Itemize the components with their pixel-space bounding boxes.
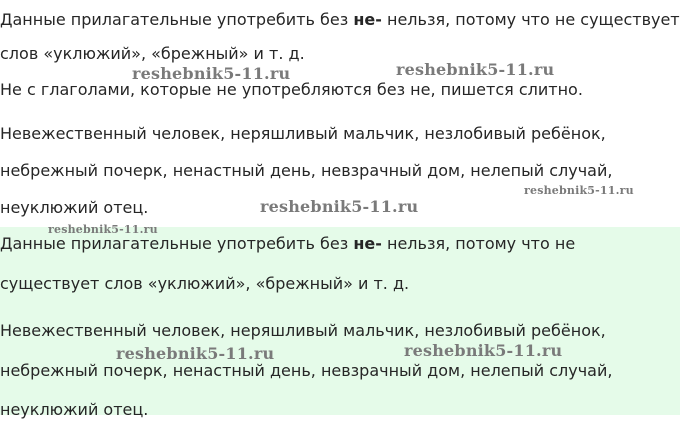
answer-line-3: Невежественный человек, неряшливый мальчик, незлобивый ребёнок, — [0, 321, 606, 340]
watermark: reshebnik5-11.ru — [260, 197, 419, 216]
watermark: reshebnik5-11.ru — [404, 341, 563, 360]
answer-line-5: неуклюжий отец. — [0, 400, 149, 419]
watermark: reshebnik5-11.ru — [524, 184, 634, 197]
answer-line-4: небрежный почерк, ненастный день, невзрачный дом, нелепый случай, — [0, 361, 613, 380]
watermark: reshebnik5-11.ru — [116, 344, 275, 363]
text-line-2: слов «уклюжий», «брежный» и т. д. — [0, 44, 305, 63]
watermark: reshebnik5-11.ru — [132, 64, 291, 83]
answer-line-1-post: нельзя, потому что не — [381, 234, 576, 253]
answer-line-1-bold: не- — [353, 234, 382, 253]
text-line-1 — [0, 10, 680, 30]
text-line-5: небрежный почерк, ненастный день, невзрачный дом, нелепый случай, — [0, 161, 613, 180]
text-line-1-pre: Данные прилагательные употребить без — [0, 10, 354, 29]
text-line-4: Невежественный человек, неряшливый мальчик, незлобивый ребёнок, — [0, 124, 606, 143]
answer-line-1 — [0, 234, 575, 254]
text-line-1-bold: не- — [353, 10, 382, 29]
text-line-1-post: нельзя, потому что не существует — [381, 10, 680, 29]
text-line-6: неуклюжий отец. — [0, 198, 149, 217]
watermark: reshebnik5-11.ru — [396, 60, 555, 79]
text-line-3: Не с глаголами, которые не употребляются без не, пишется слитно. — [0, 80, 583, 99]
answer-line-1-pre: Данные прилагательные употребить без — [0, 234, 354, 253]
answer-line-2: существует слов «уклюжий», «брежный» и т. д. — [0, 274, 410, 293]
watermark: reshebnik5-11.ru — [48, 223, 158, 236]
